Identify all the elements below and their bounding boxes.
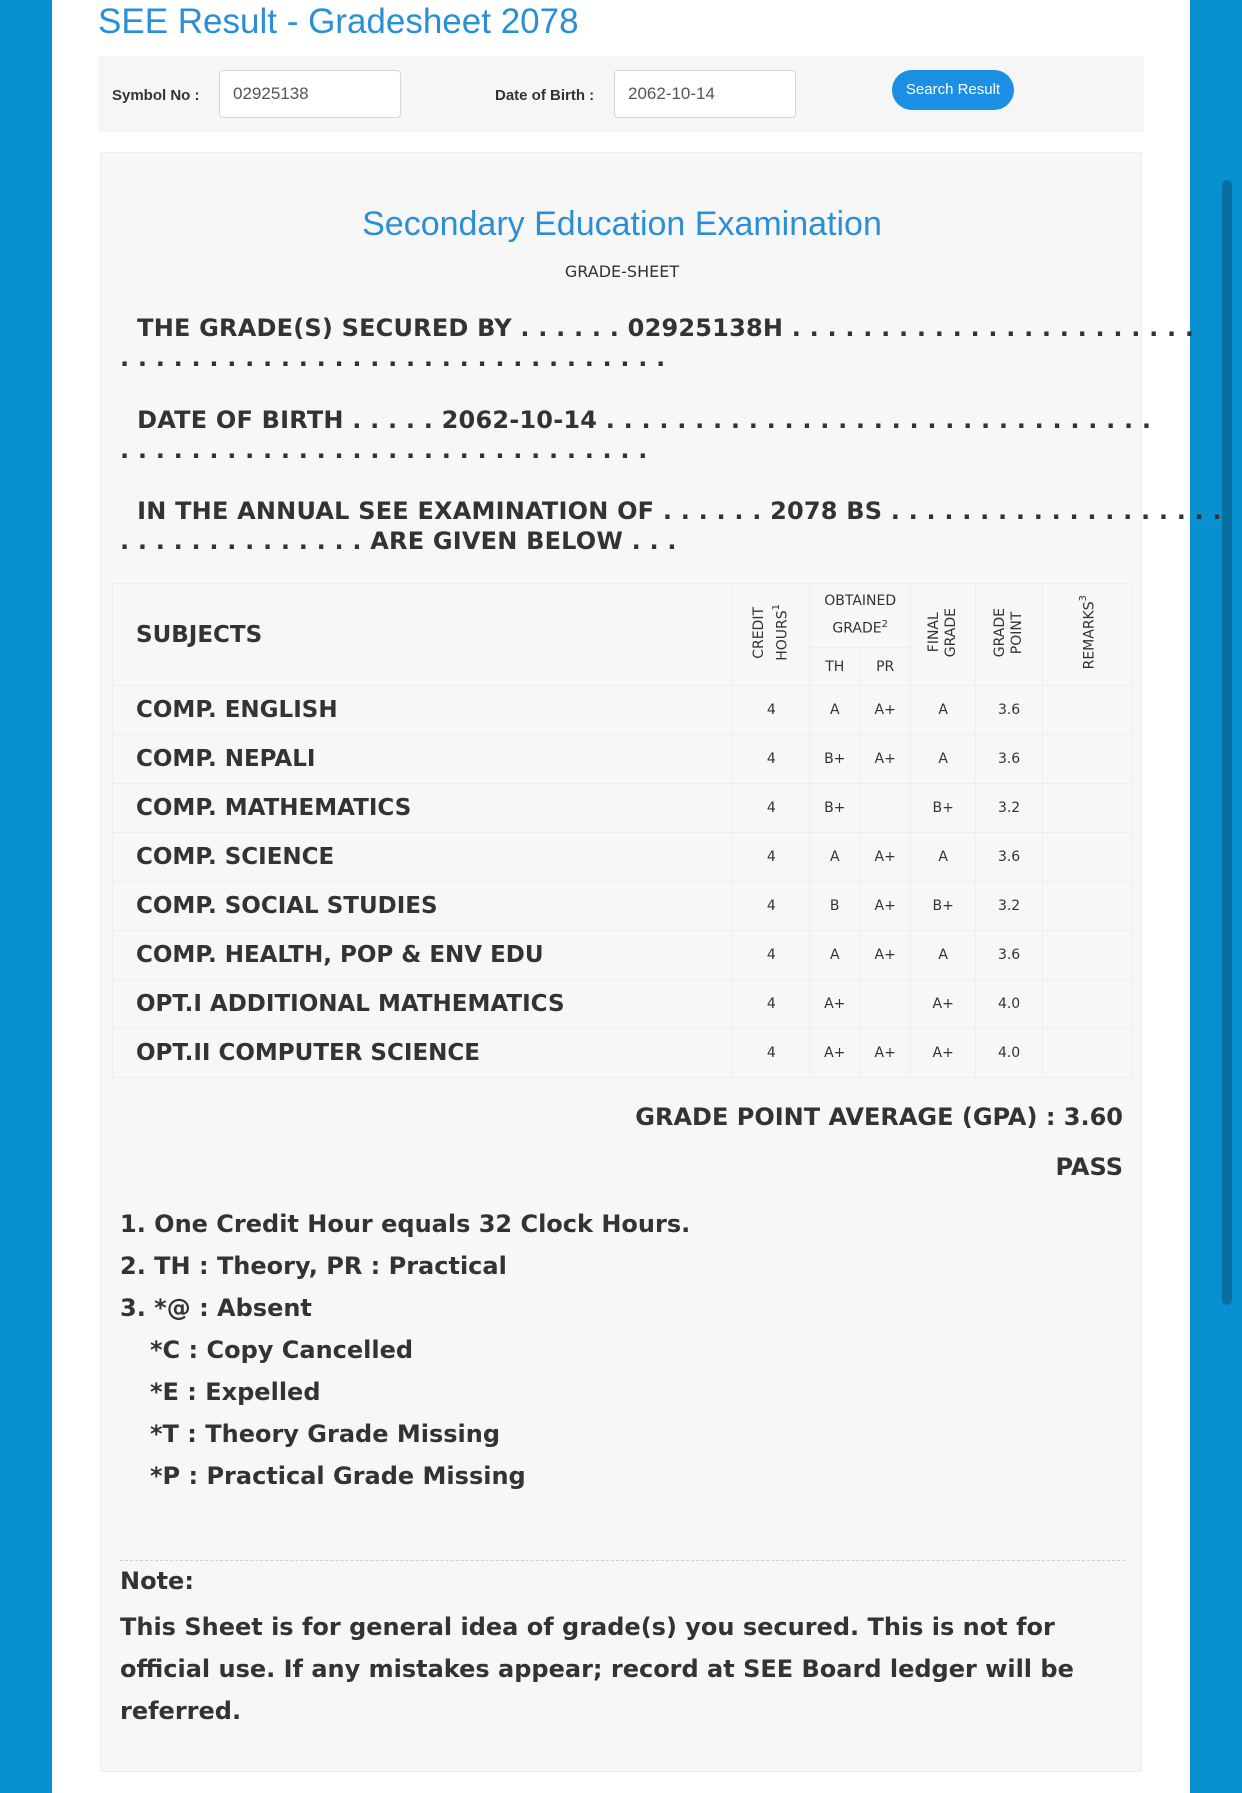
credit-cell: 4 [733,882,810,931]
subject-cell: COMP. NEPALI [113,735,733,784]
table-row [113,784,1132,833]
grade-sheet [100,152,1222,1772]
final-grade-cell: A [911,931,976,980]
table-row [113,735,1132,784]
search-form [98,56,1144,132]
th-grade-cell: A+ [810,1029,860,1078]
grade-point-cell: 3.2 [976,784,1043,833]
secured-by-value: 02925138H [627,314,784,342]
legend-item: *T : Theory Grade Missing [150,1420,501,1448]
note-divider [120,1560,1125,1561]
exam-prefix: IN THE ANNUAL SEE EXAMINATION OF . . . . . . [137,497,762,525]
final-grade-cell: A [911,833,976,882]
pr-grade-cell: A+ [860,735,911,784]
exam-value: 2078 BS [770,497,883,525]
subject-cell: COMP. SCIENCE [113,833,733,882]
table-row [113,686,1132,735]
th-grade-cell: A+ [810,980,860,1029]
subjects-header: SUBJECTS [113,584,733,686]
th-header: TH [810,648,860,686]
note-text: This Sheet is for general idea of grade(s) you secured. This is not for official use. If any mistakes appear; record at SEE Board ledger will be referred. [120,1613,1074,1725]
table-row [113,833,1132,882]
obtained-grade-header: OBTAINED GRADE$^2$ [810,584,911,648]
pr-grade-cell [860,784,911,833]
th-grade-cell: A [810,833,860,882]
th-grade-cell: A [810,686,860,735]
exam-line [120,496,1222,556]
credit-hours-header: CREDIT HOURS$^1$ [733,584,810,686]
final-grade-cell: B+ [911,784,976,833]
dob-label: Date of Birth : [495,87,595,104]
credit-cell: 4 [733,686,810,735]
grade-point-cell: 3.6 [976,833,1043,882]
grade-point-cell: 3.6 [976,931,1043,980]
grade-point-cell: 4.0 [976,980,1043,1029]
credit-cell: 4 [733,980,810,1029]
page-title: SEE Result - Gradesheet 2078 [98,2,579,41]
symbol-label: Symbol No : [112,87,200,104]
page-container [52,0,1222,1793]
pr-header: PR [860,648,911,686]
search-result-button[interactable]: Search Result [892,70,1014,110]
final-grade-cell: A [911,735,976,784]
legend-item: 3. *@ : Absent [120,1294,312,1322]
dob-value: 2062-10-14 [441,406,598,434]
secured-by-line [120,313,1195,373]
grade-point-cell: 3.6 [976,735,1043,784]
th-grade-cell: B+ [810,784,860,833]
th-grade-cell: A [810,931,860,980]
remarks-header: REMARKS$^3$ [1043,584,1132,686]
credit-cell: 4 [733,1029,810,1078]
subject-cell: OPT.II COMPUTER SCIENCE [113,1029,733,1078]
exam-title: Secondary Education Examination [362,205,882,243]
legend-list [120,1203,1120,1497]
dob-line [120,405,1152,465]
table-row [113,980,1132,1029]
final-grade-cell: B+ [911,882,976,931]
dob-input[interactable]: 2062-10-14 [614,70,796,118]
legend-item: 2. TH : Theory, PR : Practical [120,1252,507,1280]
pr-grade-cell: A+ [860,882,911,931]
remarks-cell [1043,980,1132,1029]
secured-by-suffix: . . . . . . . . . . . . . . . . . . . . . . . [791,314,1195,342]
dob-prefix: DATE OF BIRTH . . . . . [137,406,434,434]
th-grade-cell: B+ [810,735,860,784]
legend-item: 1. One Credit Hour equals 32 Clock Hours. [120,1210,691,1238]
secured-by-prefix: THE GRADE(S) SECURED BY . . . . . . [137,314,620,342]
exam-line2 [120,526,1120,556]
gpa-summary: GRADE POINT AVERAGE (GPA) : 3.60 [635,1103,1123,1131]
credit-cell: 4 [733,931,810,980]
exam-line2-text: ARE GIVEN BELOW . . . [370,527,677,555]
scrollbar[interactable] [1222,180,1232,1305]
grade-point-cell: 4.0 [976,1029,1043,1078]
remarks-cell [1043,686,1132,735]
legend-item: *P : Practical Grade Missing [150,1462,526,1490]
final-grade-header: FINAL GRADE [911,584,976,686]
subject-cell: COMP. MATHEMATICS [113,784,733,833]
remarks-cell [1043,735,1132,784]
grade-point-header: GRADE POINT [976,584,1043,686]
remarks-cell [1043,882,1132,931]
grade-point-cell: 3.6 [976,686,1043,735]
exam-line2-dots: . . . . . . . . . . . . . . [120,527,362,555]
legend-item: *E : Expelled [150,1378,321,1406]
secured-by-line2: . . . . . . . . . . . . . . . . . . . . . . . . . . . . . . . [120,344,666,372]
final-grade-cell: A [911,686,976,735]
pr-grade-cell: A+ [860,931,911,980]
final-grade-cell: A+ [911,980,976,1029]
final-grade-cell: A+ [911,1029,976,1078]
table-row [113,1029,1132,1078]
pr-grade-cell: A+ [860,1029,911,1078]
result-status: PASS [1055,1153,1123,1181]
subject-cell: OPT.I ADDITIONAL MATHEMATICS [113,980,733,1029]
subject-cell: COMP. HEALTH, POP & ENV EDU [113,931,733,980]
pr-grade-cell: A+ [860,833,911,882]
note-title: Note: [120,1567,194,1595]
symbol-input[interactable]: 02925138 [219,70,401,118]
remarks-cell [1043,1029,1132,1078]
credit-cell: 4 [733,784,810,833]
grade-point-cell: 3.2 [976,882,1043,931]
table-row [113,882,1132,931]
subject-cell: COMP. ENGLISH [113,686,733,735]
credit-cell: 4 [733,833,810,882]
remarks-cell [1043,784,1132,833]
remarks-cell [1043,833,1132,882]
pr-grade-cell [860,980,911,1029]
dob-suffix: . . . . . . . . . . . . . . . . . . . . . . . . . . . . . . . [605,406,1152,434]
subject-cell: COMP. SOCIAL STUDIES [113,882,733,931]
grade-sheet-subtitle: GRADE-SHEET [564,262,680,281]
pr-grade-cell: A+ [860,686,911,735]
remarks-cell [1043,931,1132,980]
grades-table [112,583,1132,1078]
credit-cell: 4 [733,735,810,784]
exam-suffix: . . . . . . . . . . . . . . . . . . . [890,497,1222,525]
th-grade-cell: B [810,882,860,931]
dob-line2: . . . . . . . . . . . . . . . . . . . . . . . . . . . . . . [120,436,648,464]
table-row [113,931,1132,980]
legend-item: *C : Copy Cancelled [150,1336,414,1364]
